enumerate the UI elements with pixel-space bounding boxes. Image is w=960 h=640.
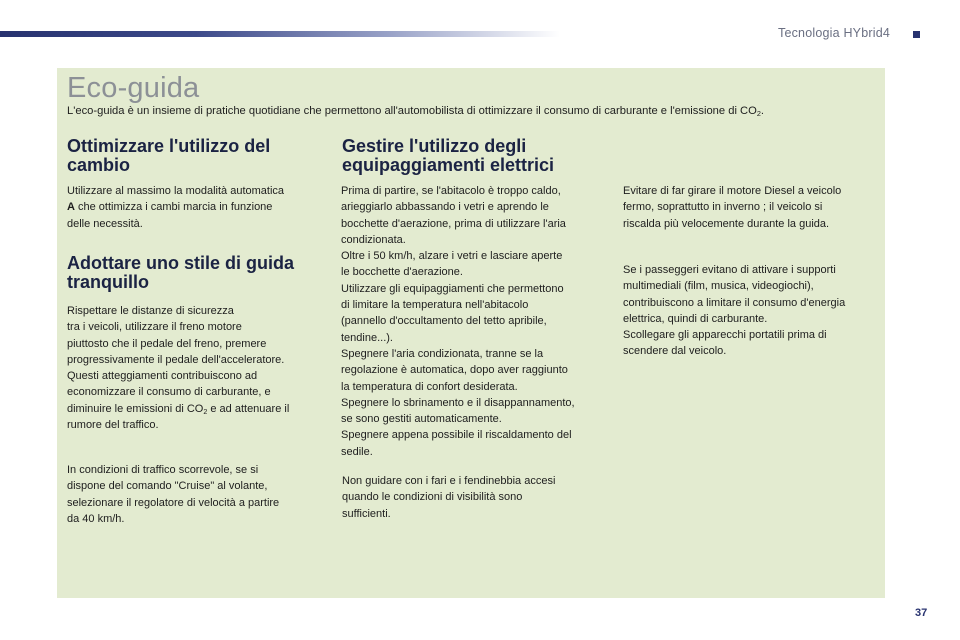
page-number: 37 xyxy=(915,607,928,619)
paragraph-air-conditioning: Prima di partire, se l'abitacolo è troppo caldo, arieggiarlo abbassando i vetri e aprendo le bocchette d'aerazione, prima di utilizzare l'aria condizionata. Oltre i 50 km/h, alzare i vetri e lasciare aperte le bocchette d'aerazione. Utilizzare gli equipaggiamenti che permettono di limitare la temperatura nell'abitacolo (pannello d'occultamento del tetto apribile, tendine...). Spegnere l'aria condizionata, tranne se la regolazione è automatica, dopo aver raggiunto la temperatura di confort desiderata. Spegnere lo sbrinamento e il disappannamento, se sono gestiti automaticamente. Spegnere appena possibile il riscaldamento del sedile. xyxy=(341,185,575,458)
heading-gearbox: Ottimizzare l'utilizzo del cambio xyxy=(67,136,271,175)
section-title: Tecnologia HYbrid4 xyxy=(778,26,890,40)
paragraph-multimedia: Se i passeggeri evitano di attivare i supporti multimediali (film, musica, videogiochi), contribuiscono a limitare il consumo d'energia elettrica, quindi di carburante. Scollegare gli apparecchi portatili prima di scendere dal veicolo. xyxy=(623,264,846,358)
paragraph-diesel-idle: Evitare di far girare il motore Diesel a veicolo fermo, soprattutto in inverno ; il veicolo si riscalda più velocemente durante la guida. xyxy=(623,185,842,230)
paragraph-driving-style: Rispettare le distanze di sicurezza tra i veicoli, utilizzare il freno motore piuttosto che il pedale del freno, premere progressivamente il pedale dell'acceleratore. Questi atteggiamenti contribuiscono ad economizzare il consumo di carburante, e diminuire le emissioni di $CO_2$ e ad attenuare il rumore del traffico. xyxy=(67,305,290,432)
paragraph-gearbox: Utilizzare al massimo la modalità automatica A che ottimizza i cambi marcia in funzione delle necessità. xyxy=(67,185,285,230)
heading-driving-style: Adottare uno stile di guida tranquillo xyxy=(67,253,295,292)
header-decor-bar xyxy=(0,31,560,37)
heading-electrical-equipment: Gestire l'utilizzo degli equipaggiamenti elettrici xyxy=(342,136,555,175)
page-title: Eco-guida xyxy=(67,72,200,104)
intro-text: L'eco-guida è un insieme di pratiche quotidiane che permettono all'automobilista di ottimizzare il consumo di carburante e l'emissione di $CO_2$. xyxy=(67,105,764,118)
paragraph-lights: Non guidare con i fari e i fendinebbia accesi quando le condizioni di visibilità sono sufficienti. xyxy=(342,475,556,520)
paragraph-cruise: In condizioni di traffico scorrevole, se si dispone del comando "Cruise" al volante, selezionare il regolatore di velocità a partire da 40 km/h. xyxy=(67,464,280,525)
section-marker-square xyxy=(913,31,920,38)
